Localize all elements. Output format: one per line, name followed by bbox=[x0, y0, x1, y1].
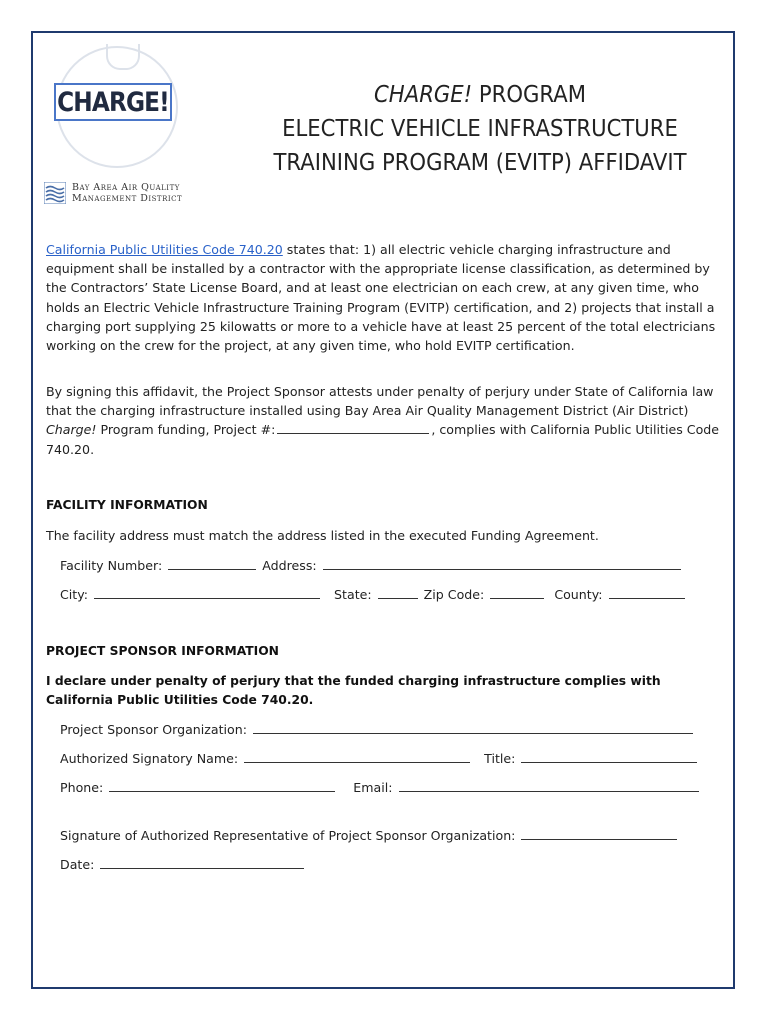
sponsor-declaration: I declare under penalty of perjury that the funded charging infrastructure complies with California Public Utilities Code 740.20. bbox=[46, 674, 661, 707]
title-line-2: ELECTRIC VEHICLE INFRASTRUCTURE bbox=[282, 116, 678, 142]
title-line-1 bbox=[250, 78, 710, 112]
title-charge: CHARGE! bbox=[374, 82, 473, 108]
signature-label: Signature of Authorized Representative of Project Sponsor Organization: bbox=[60, 828, 516, 843]
charge-logo bbox=[44, 44, 214, 214]
email-field[interactable] bbox=[399, 778, 699, 792]
intro-paragraph-2 bbox=[46, 382, 720, 459]
intro-paragraph-2-italic: Charge! bbox=[46, 422, 97, 438]
state-field[interactable] bbox=[378, 585, 418, 599]
org-field[interactable] bbox=[253, 720, 693, 734]
title-field[interactable] bbox=[521, 749, 697, 763]
facility-number-field[interactable] bbox=[168, 556, 256, 570]
charge-wordmark-text: CHARGE! bbox=[57, 86, 169, 118]
signatory-label: Authorized Signatory Name: bbox=[60, 751, 239, 766]
document-title bbox=[250, 78, 710, 180]
date-label: Date: bbox=[60, 857, 95, 872]
puc-code-link[interactable]: California Public Utilities Code 740.20 bbox=[46, 242, 283, 257]
state-label: State: bbox=[334, 587, 372, 602]
plug-icon bbox=[106, 44, 140, 70]
signature-field[interactable] bbox=[521, 826, 677, 840]
city-field[interactable] bbox=[94, 585, 320, 599]
facility-row-1 bbox=[60, 556, 683, 573]
email-label: Email: bbox=[353, 780, 393, 795]
county-label: County: bbox=[554, 587, 603, 602]
title-label: Title: bbox=[484, 751, 516, 766]
address-label: Address: bbox=[262, 558, 317, 573]
zip-label: Zip Code: bbox=[423, 587, 485, 602]
district-name bbox=[72, 182, 182, 204]
facility-number-label: Facility Number: bbox=[60, 558, 163, 573]
title-line-3: TRAINING PROGRAM (EVITP) AFFIDAVIT bbox=[273, 150, 687, 176]
sponsor-heading: PROJECT SPONSOR INFORMATION bbox=[46, 644, 279, 658]
district-line-1: Bay Area Air Quality bbox=[72, 182, 180, 193]
city-label: City: bbox=[60, 587, 89, 602]
facility-row-2 bbox=[60, 585, 687, 602]
baaqmd-wave-icon bbox=[44, 182, 66, 204]
phone-field[interactable] bbox=[109, 778, 335, 792]
project-number-field[interactable] bbox=[277, 420, 429, 434]
intro-paragraph-1-text: states that: 1) all electric vehicle charging infrastructure and equipment shall be installed by a contractor with the appropriate license classification, as determined by the Contractors’ State License Board, and at least one electrician on each crew, at any given time, who holds an Electric Vehicle Infrastructure Training Program (EVITP) certification, and 2) projects that install a charging port supplying 25 kilowatts or more to a vehicle have at least 25 percent of the total electricians working on the crew for the project, at any given time, who hold EVITP certification. bbox=[46, 242, 716, 354]
sponsor-row-org bbox=[60, 720, 695, 737]
sponsor-row-date bbox=[60, 855, 306, 872]
signatory-field[interactable] bbox=[244, 749, 470, 763]
facility-heading: FACILITY INFORMATION bbox=[46, 498, 208, 512]
baaqmd-logo bbox=[44, 182, 182, 204]
zip-field[interactable] bbox=[490, 585, 544, 599]
district-line-2: Management District bbox=[72, 193, 183, 204]
facility-note: The facility address must match the address listed in the executed Funding Agreement. bbox=[46, 528, 599, 543]
intro-paragraph-2-b: Program funding, Project #: bbox=[96, 422, 276, 438]
address-field[interactable] bbox=[323, 556, 681, 570]
title-program: PROGRAM bbox=[472, 82, 586, 108]
org-label: Project Sponsor Organization: bbox=[60, 722, 247, 737]
sponsor-row-signature bbox=[60, 826, 679, 843]
sponsor-row-signatory bbox=[60, 749, 699, 766]
intro-paragraph-1 bbox=[46, 240, 720, 355]
sponsor-row-contact bbox=[60, 778, 701, 795]
charge-wordmark bbox=[54, 83, 172, 121]
date-field[interactable] bbox=[100, 855, 304, 869]
phone-label: Phone: bbox=[60, 780, 104, 795]
intro-paragraph-2-a: By signing this affidavit, the Project Sponsor attests under penalty of perjury under State of California law that the charging infrastructure installed using Bay Area Air Quality Management District (Air District) bbox=[46, 384, 714, 419]
intro-paragraph-2-c: , complies with California Public Utilities Code 740.20. bbox=[46, 422, 720, 457]
county-field[interactable] bbox=[609, 585, 685, 599]
